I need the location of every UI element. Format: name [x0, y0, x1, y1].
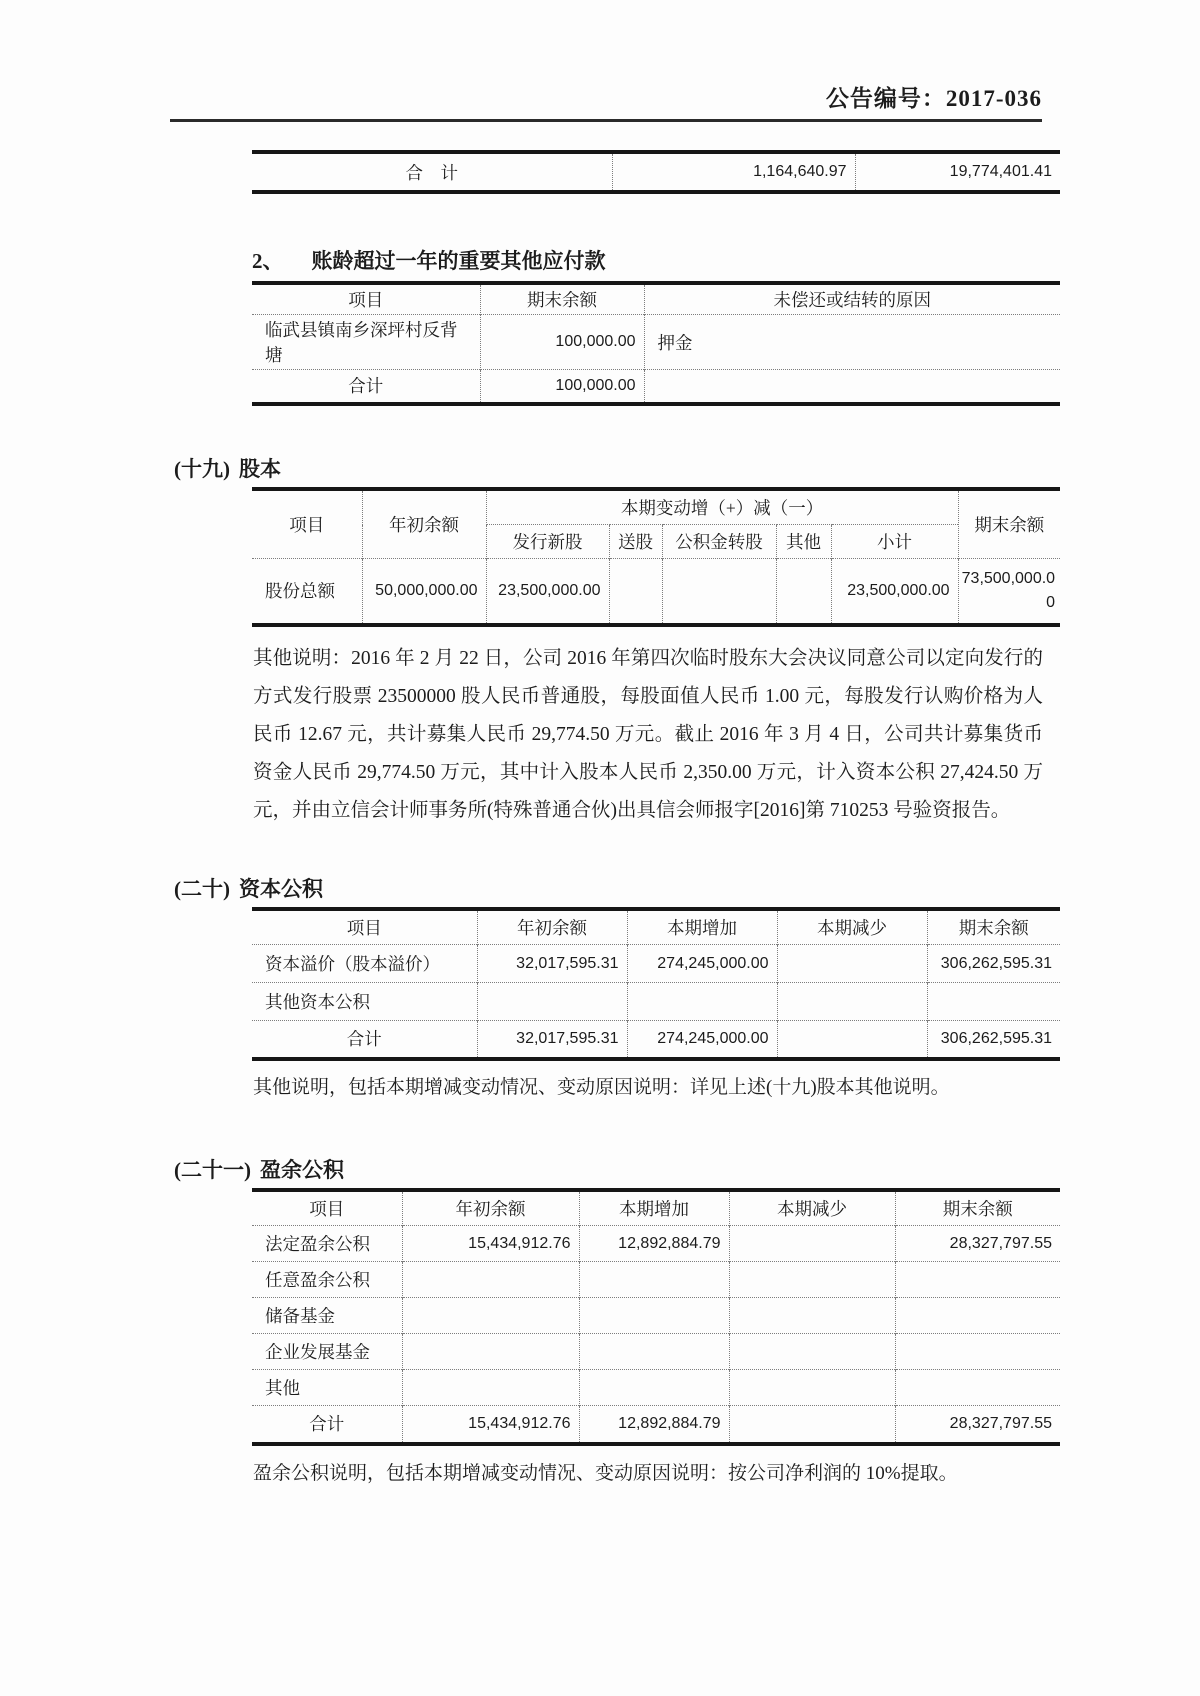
amount-cell: 32,017,595.31 — [477, 945, 627, 983]
amount-cell: 274,245,000.00 — [627, 1021, 777, 1059]
table-total-row — [252, 1021, 1060, 1059]
document-header — [170, 86, 1042, 122]
amount-cell — [402, 1262, 579, 1298]
amount-cell: 306,262,595.31 — [927, 945, 1060, 983]
amount-cell — [477, 983, 627, 1021]
section-21-heading — [174, 1157, 1060, 1183]
header-cell: 项目 — [346, 917, 382, 938]
amount-cell — [895, 1262, 1060, 1298]
table-row — [252, 1262, 1060, 1298]
table-row — [252, 152, 1060, 192]
section-20-heading — [174, 876, 1060, 902]
row-label-cell: 股份总额 — [252, 559, 362, 625]
amount-cell: 12,892,884.79 — [579, 1406, 729, 1444]
amount-cell — [729, 1298, 895, 1334]
capital-reserve-table — [252, 907, 1060, 1061]
row-label-cell: 合计 — [252, 1406, 402, 1444]
header-cell: 项目 — [348, 290, 384, 310]
header-cell: 本期减少 — [777, 909, 927, 945]
table-header-row — [252, 283, 1060, 315]
subheader-cell: 公积金转股 — [662, 525, 776, 559]
amount-cell: 73,500,000.00 — [958, 559, 1060, 625]
section-20-title: 资本公积 — [239, 876, 323, 901]
amount-cell: 28,327,797.55 — [895, 1406, 1060, 1444]
share-capital-note: 其他说明：2016 年 2 月 22 日，公司 2016 年第四次临时股东大会决议同意公司以定向发行的方式发行股票 23500000 股人民币普通股，每股面值人民币 1.00 元，每股发行认购价格为人民币 12.67 元，共计募集人民币 29,774.50 万元。截止 2016 年 3 月 4 日，公司共计募集货币资金人民币 29,774.50 万元，其中计入股本人民币 2,350.00 万元，计入资本公积 27,424.50 万元，并由立信会计师事务所(特殊普通合伙)出具信会师报字[2016]第 710253 号验资报告。 — [253, 647, 1043, 821]
header-cell: 项目 — [309, 1198, 345, 1219]
row-label-cell: 合计 — [252, 370, 480, 404]
amount-cell: 28,327,797.55 — [895, 1226, 1060, 1262]
capital-reserve-note: 其他说明，包括本期增减变动情况、变动原因说明：详见上述(十九)股本其他说明。 — [253, 1076, 950, 1098]
row-label-cell: 任意盈余公积 — [252, 1262, 402, 1298]
amount-cell — [729, 1370, 895, 1406]
header-rule — [170, 119, 1042, 122]
row-label-cell: 合计 — [252, 1021, 477, 1059]
table-row — [252, 1298, 1060, 1334]
amount-cell: 23,500,000.00 — [486, 559, 609, 625]
header-cell: 年初余额 — [362, 489, 486, 559]
reason-cell — [644, 370, 1060, 404]
section-19-number: (十九) — [174, 456, 230, 481]
amount-cell: 15,434,912.76 — [402, 1226, 579, 1262]
subheader-cell: 其他 — [776, 525, 831, 559]
amount-cell — [579, 1334, 729, 1370]
table-row — [252, 1370, 1060, 1406]
section-2-title: 账龄超过一年的重要其他应付款 — [311, 249, 606, 273]
amount-cell: 19,774,401.41 — [855, 152, 1060, 192]
table-row — [252, 559, 1060, 625]
section-20-number: (二十) — [174, 876, 230, 901]
header-cell: 本期减少 — [729, 1190, 895, 1226]
amount-cell — [402, 1370, 579, 1406]
amount-cell — [729, 1406, 895, 1444]
amount-cell: 100,000.00 — [480, 315, 644, 370]
amount-cell — [895, 1334, 1060, 1370]
row-label-cell: 其他 — [252, 1370, 402, 1406]
header-cell: 期末余额 — [958, 489, 1060, 559]
amount-cell — [402, 1334, 579, 1370]
table-header-row — [252, 489, 1060, 525]
amount-cell — [729, 1334, 895, 1370]
section-19-title: 股本 — [239, 456, 281, 481]
amount-cell — [776, 559, 831, 625]
row-label-cell: 资本溢价（股本溢价） — [252, 945, 477, 983]
section-2-number: 2、 — [252, 249, 284, 273]
table-row — [252, 315, 1060, 370]
amount-cell — [777, 945, 927, 983]
amount-cell — [402, 1298, 579, 1334]
total-row-label: 合 计 — [405, 162, 458, 183]
amount-cell: 1,164,640.97 — [612, 152, 855, 192]
row-label-cell: 储备基金 — [252, 1298, 402, 1334]
section-21-number: (二十一) — [174, 1157, 251, 1182]
row-label-cell: 法定盈余公积 — [252, 1226, 402, 1262]
table-row — [252, 1334, 1060, 1370]
header-cell: 期末余额 — [480, 283, 644, 315]
section-2-heading — [252, 248, 1060, 274]
row-label-cell: 临武县镇南乡深坪村反背塘 — [252, 315, 480, 370]
table-header-row — [252, 909, 1060, 945]
amount-cell — [729, 1262, 895, 1298]
surplus-reserve-table — [252, 1188, 1060, 1446]
section-21-title: 盈余公积 — [260, 1157, 344, 1182]
reason-cell: 押金 — [644, 315, 1060, 370]
header-cell: 期末余额 — [927, 909, 1060, 945]
row-label-cell: 其他资本公积 — [252, 983, 477, 1021]
header-cell: 期末余额 — [895, 1190, 1060, 1226]
amount-cell: 50,000,000.00 — [362, 559, 486, 625]
amount-cell: 12,892,884.79 — [579, 1226, 729, 1262]
amount-cell — [927, 983, 1060, 1021]
amount-cell — [777, 983, 927, 1021]
subheader-cell: 发行新股 — [486, 525, 609, 559]
row-label-cell: 企业发展基金 — [252, 1334, 402, 1370]
amount-cell — [895, 1298, 1060, 1334]
amount-cell: 23,500,000.00 — [831, 559, 958, 625]
amount-cell — [579, 1370, 729, 1406]
amount-cell — [662, 559, 776, 625]
table-total-row — [252, 1406, 1060, 1444]
amount-cell: 32,017,595.31 — [477, 1021, 627, 1059]
subheader-cell: 送股 — [609, 525, 662, 559]
amount-cell: 100,000.00 — [480, 370, 644, 404]
amount-cell — [729, 1226, 895, 1262]
header-cell: 本期增加 — [627, 909, 777, 945]
amount-cell — [895, 1370, 1060, 1406]
amount-cell: 15,434,912.76 — [402, 1406, 579, 1444]
share-capital-table — [252, 487, 1060, 627]
section-19-heading — [174, 456, 1060, 482]
subheader-cell: 小计 — [831, 525, 958, 559]
table-row — [252, 945, 1060, 983]
surplus-reserve-note: 盈余公积说明，包括本期增减变动情况、变动原因说明：按公司净利润的 10%提取。 — [253, 1462, 958, 1484]
announcement-number: 公告编号：2017-036 — [825, 86, 1042, 111]
aged-payables-table — [252, 281, 1060, 406]
amount-cell — [579, 1298, 729, 1334]
amount-cell — [777, 1021, 927, 1059]
header-group-cell: 本期变动增（+）减（一） — [486, 489, 958, 525]
header-cell: 年初余额 — [477, 909, 627, 945]
totals-continuation-table — [252, 150, 1060, 194]
header-cell: 项目 — [289, 514, 325, 535]
amount-cell — [627, 983, 777, 1021]
header-cell: 年初余额 — [402, 1190, 579, 1226]
header-cell: 未偿还或结转的原因 — [644, 283, 1060, 315]
amount-cell: 274,245,000.00 — [627, 945, 777, 983]
header-cell: 本期增加 — [579, 1190, 729, 1226]
table-row — [252, 1226, 1060, 1262]
amount-cell — [579, 1262, 729, 1298]
table-header-row — [252, 1190, 1060, 1226]
amount-cell — [609, 559, 662, 625]
table-row — [252, 983, 1060, 1021]
amount-cell: 306,262,595.31 — [927, 1021, 1060, 1059]
table-total-row — [252, 370, 1060, 404]
